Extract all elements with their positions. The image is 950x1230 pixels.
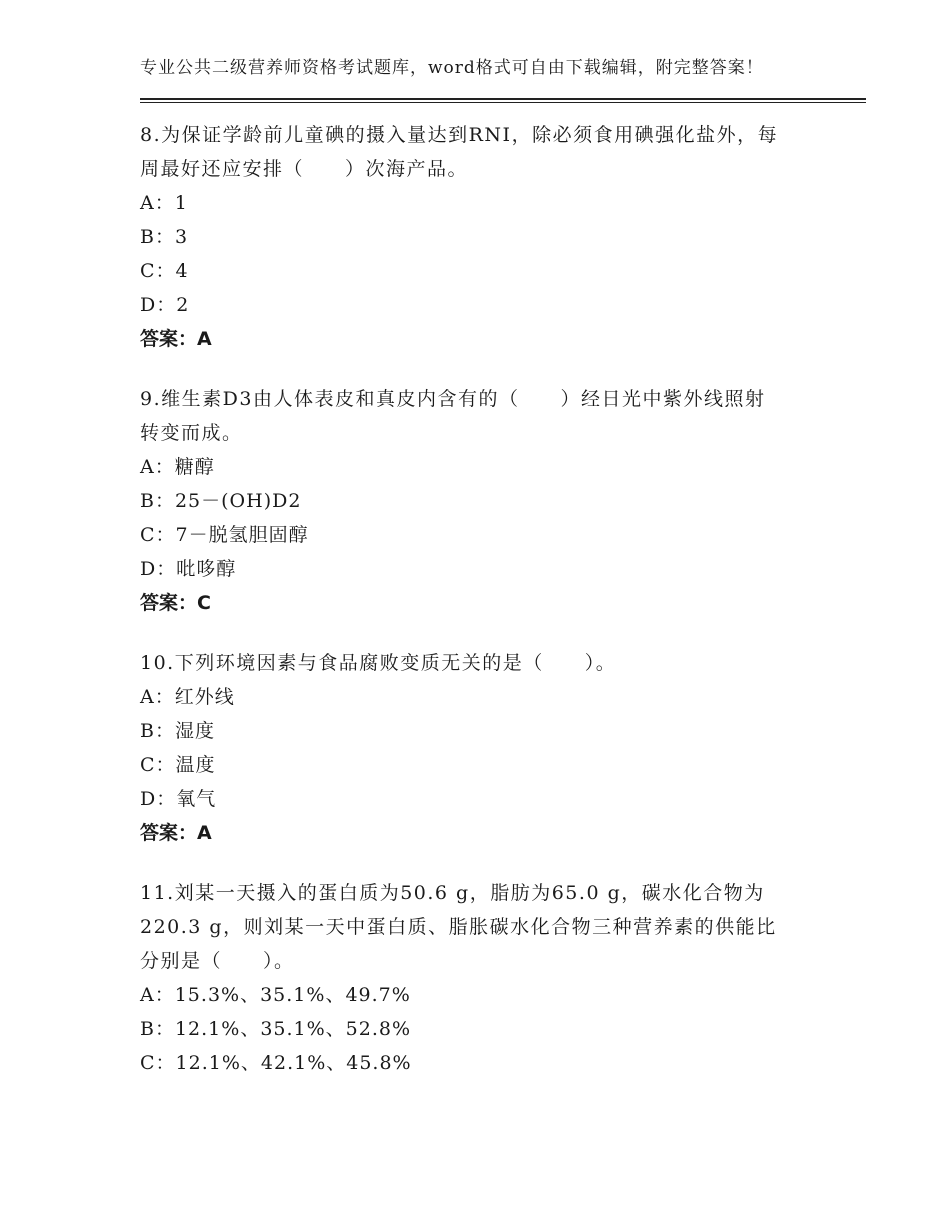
option-a: A：15.3%、35.1%、49.7%	[140, 984, 411, 1006]
option-d: D：2	[140, 294, 190, 316]
option-d: D：氧气	[140, 788, 217, 810]
option-c: C：12.1%、42.1%、45.8%	[140, 1052, 412, 1074]
option-a: A：糖醇	[140, 456, 215, 478]
question-stem-line: 分别是（ ）。	[140, 950, 295, 972]
question-stem-line: 8.为保证学龄前儿童碘的摄入量达到RNI，除必须食用碘强化盐外，每	[140, 124, 779, 146]
option-c: C：7－脱氢胆固醇	[140, 524, 309, 546]
header-rule-thin	[140, 102, 866, 103]
question-11	[140, 876, 820, 1080]
option-c: C：温度	[140, 754, 216, 776]
option-c: C：4	[140, 260, 189, 282]
question-9	[140, 382, 820, 620]
question-stem-line: 9.维生素D3由人体表皮和真皮内含有的（ ）经日光中紫外线照射	[140, 388, 766, 410]
page-header: 专业公共二级营养师资格考试题库，word格式可自由下载编辑，附完整答案！	[140, 58, 764, 78]
answer-line: 答案：C	[140, 592, 211, 614]
question-stem-line: 10.下列环境因素与食品腐败变质无关的是（ ）。	[140, 652, 617, 674]
option-a: A：1	[140, 192, 188, 214]
option-b: B：3	[140, 226, 189, 248]
option-b: B：12.1%、35.1%、52.8%	[140, 1018, 412, 1040]
question-stem-line: 220.3 g，则刘某一天中蛋白质、脂胀碳水化合物三种营养素的供能比	[140, 916, 777, 938]
question-list	[140, 118, 820, 1106]
answer-line: 答案：A	[140, 328, 212, 350]
question-stem-line: 11.刘某一天摄入的蛋白质为50.6 g，脂肪为65.0 g，碳水化合物为	[140, 882, 765, 904]
option-a: A：红外线	[140, 686, 235, 708]
question-stem-line: 周最好还应安排（ ）次海产品。	[140, 158, 469, 180]
header-rule-thick	[140, 98, 866, 100]
answer-line: 答案：A	[140, 822, 212, 844]
question-stem-line: 转变而成。	[140, 422, 243, 444]
question-8	[140, 118, 820, 356]
option-d: D：吡哆醇	[140, 558, 237, 580]
option-b: B：湿度	[140, 720, 215, 742]
option-b: B：25－(OH)D2	[140, 490, 302, 512]
question-10	[140, 646, 820, 850]
